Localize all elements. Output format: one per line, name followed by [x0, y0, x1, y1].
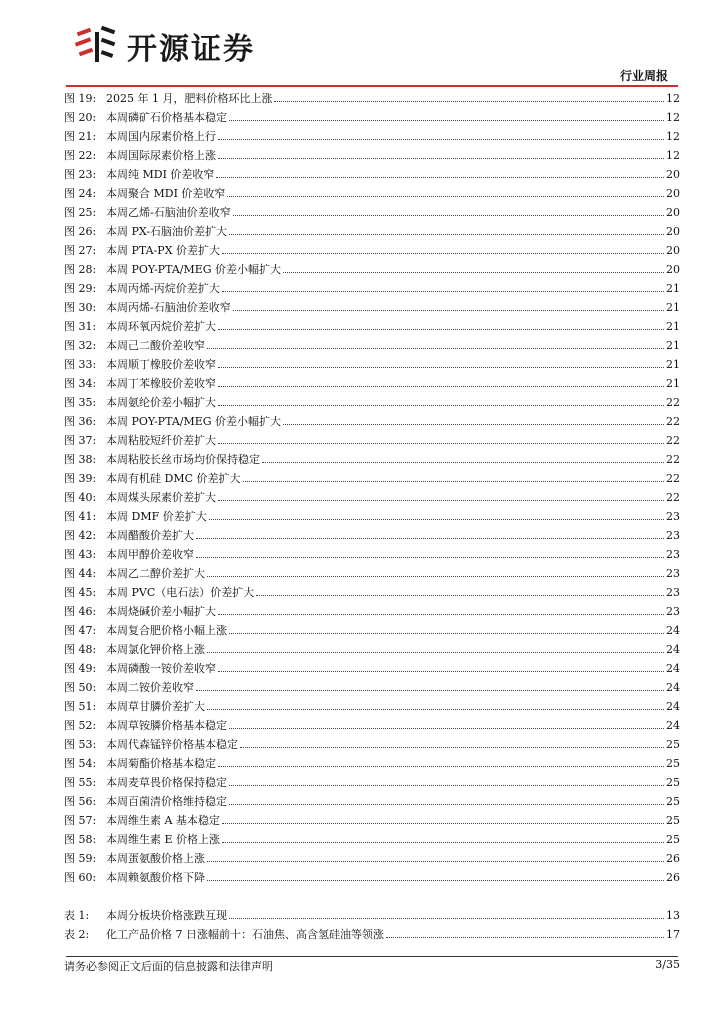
entry-number: 图 21: — [64, 130, 97, 143]
entry-number: 图 38: — [64, 453, 97, 466]
entry-number: 图 19: — [64, 92, 97, 105]
entry-number: 图 58: — [64, 833, 97, 846]
page-number: 3/35 — [655, 958, 680, 971]
entry-title: 本周聚合 MDI 价差收窄 — [106, 187, 226, 200]
dot-leader — [196, 556, 664, 558]
entry-title: 本周乙二醇价差扩大 — [106, 567, 205, 580]
entry-title: 本周 PTA-PX 价差扩大 — [106, 244, 221, 257]
toc-entry[interactable] — [64, 773, 680, 792]
toc-entry[interactable] — [64, 621, 680, 640]
dot-leader — [207, 860, 664, 862]
dot-leader — [229, 233, 664, 235]
dot-leader — [233, 309, 664, 311]
entry-title: 本周环氧丙烷价差扩大 — [106, 320, 216, 333]
entry-number: 表 1: — [64, 909, 90, 922]
toc-entry[interactable] — [64, 488, 680, 507]
dot-leader — [227, 195, 664, 197]
toc-entry[interactable] — [64, 811, 680, 830]
dot-leader — [218, 328, 664, 330]
toc-entry[interactable] — [64, 393, 680, 412]
dot-leader — [218, 404, 664, 406]
entry-title: 本周醋酸价差扩大 — [106, 529, 194, 542]
entry-page: 23 — [666, 586, 680, 599]
toc-entry[interactable] — [64, 659, 680, 678]
toc-entry[interactable] — [64, 298, 680, 317]
dot-leader — [229, 632, 664, 634]
dot-leader — [218, 385, 664, 387]
dot-leader — [216, 176, 664, 178]
entry-title: 本周顺丁橡胶价差收窄 — [106, 358, 216, 371]
entry-page: 17 — [666, 928, 680, 941]
dot-leader — [218, 613, 664, 615]
entry-page: 24 — [666, 700, 680, 713]
toc-entry[interactable] — [64, 545, 680, 564]
dot-leader — [207, 575, 664, 577]
dot-leader — [233, 214, 664, 216]
entry-number: 图 32: — [64, 339, 97, 352]
dot-leader — [229, 784, 664, 786]
toc-entry[interactable] — [64, 374, 680, 393]
entry-number: 图 24: — [64, 187, 97, 200]
toc-entry[interactable] — [64, 450, 680, 469]
toc-entry[interactable] — [64, 241, 680, 260]
entry-title: 本周乙烯-石脑油价差收窄 — [106, 206, 231, 219]
entry-number: 图 55: — [64, 776, 97, 789]
entry-title: 化工产品价格 7 日涨幅前十：石油焦、高含氢硅油等领涨 — [106, 928, 384, 941]
toc-entry[interactable] — [64, 716, 680, 735]
entry-number: 图 47: — [64, 624, 97, 637]
entry-title: 本周氨纶价差小幅扩大 — [106, 396, 216, 409]
entry-number: 图 56: — [64, 795, 97, 808]
entry-page: 26 — [666, 852, 680, 865]
dot-leader — [222, 290, 664, 292]
entry-page: 21 — [666, 282, 680, 295]
entry-title: 本周丙烯-石脑油价差收窄 — [106, 301, 231, 314]
entry-page: 13 — [666, 909, 680, 922]
toc-entry[interactable] — [64, 260, 680, 279]
toc-entry[interactable] — [64, 412, 680, 431]
toc-entry[interactable] — [64, 640, 680, 659]
toc-entry[interactable] — [64, 165, 680, 184]
figure-list — [64, 89, 680, 887]
toc-entry[interactable] — [64, 602, 680, 621]
toc-entry[interactable] — [64, 469, 680, 488]
entry-page: 24 — [666, 681, 680, 694]
entry-page: 24 — [666, 719, 680, 732]
entry-number: 图 36: — [64, 415, 97, 428]
entry-number: 图 44: — [64, 567, 97, 580]
entry-title: 本周维生素 E 价格上涨 — [106, 833, 221, 846]
dot-leader — [218, 442, 664, 444]
dot-leader — [274, 100, 664, 102]
dot-leader — [262, 461, 664, 463]
dot-leader — [207, 708, 664, 710]
entry-title: 本周烧碱价差小幅扩大 — [106, 605, 216, 618]
entry-page: 22 — [666, 491, 680, 504]
entry-title: 本周氯化钾价格上涨 — [106, 643, 205, 656]
entry-page: 21 — [666, 301, 680, 314]
header-divider — [66, 85, 678, 87]
entry-title: 本周丁苯橡胶价差收窄 — [106, 377, 216, 390]
entry-number: 图 45: — [64, 586, 97, 599]
entry-page: 22 — [666, 472, 680, 485]
document-type: 行业周报 — [619, 69, 668, 83]
entry-page: 23 — [666, 510, 680, 523]
toc-entry[interactable] — [64, 583, 680, 602]
dot-leader — [207, 651, 664, 653]
entry-number: 图 29: — [64, 282, 97, 295]
entry-page: 21 — [666, 320, 680, 333]
entry-title: 本周有机硅 DMC 价差扩大 — [106, 472, 241, 485]
entry-number: 图 57: — [64, 814, 97, 827]
entry-number: 图 20: — [64, 111, 97, 124]
entry-number: 图 40: — [64, 491, 97, 504]
entry-page: 24 — [666, 643, 680, 656]
dot-leader — [283, 271, 664, 273]
dot-leader — [207, 347, 664, 349]
entry-title: 本周国际尿素价格上涨 — [106, 149, 216, 162]
dot-leader — [283, 423, 664, 425]
toc-entry[interactable] — [64, 222, 680, 241]
entry-page: 25 — [666, 738, 680, 751]
entry-title: 本周磷矿石价格基本稳定 — [106, 111, 227, 124]
entry-page: 25 — [666, 795, 680, 808]
entry-number: 图 51: — [64, 700, 97, 713]
entry-page: 23 — [666, 605, 680, 618]
dot-leader — [240, 746, 664, 748]
toc-entry[interactable] — [64, 279, 680, 298]
entry-page: 20 — [666, 225, 680, 238]
entry-title: 本周粘胶短纤价差扩大 — [106, 434, 216, 447]
dot-leader — [229, 803, 664, 805]
dot-leader — [196, 537, 664, 539]
entry-title: 本周己二酸价差收窄 — [106, 339, 205, 352]
footer-disclaimer[interactable]: 请务必参阅正文后面的信息披露和法律声明 — [64, 960, 273, 973]
entry-page: 20 — [666, 206, 680, 219]
dot-leader — [229, 727, 664, 729]
dot-leader — [218, 670, 664, 672]
dot-leader — [243, 480, 665, 482]
entry-title: 本周百菌清价格维持稳定 — [106, 795, 227, 808]
entry-page: 24 — [666, 624, 680, 637]
toc-entry[interactable] — [64, 868, 680, 887]
entry-title: 本周麦草畏价格保持稳定 — [106, 776, 227, 789]
toc-entry[interactable] — [64, 127, 680, 146]
entry-number: 图 25: — [64, 206, 97, 219]
toc-entry[interactable] — [64, 146, 680, 165]
entry-page: 12 — [666, 92, 680, 105]
toc-entry[interactable] — [64, 792, 680, 811]
entry-number: 图 27: — [64, 244, 97, 257]
entry-page: 24 — [666, 662, 680, 675]
entry-number: 图 52: — [64, 719, 97, 732]
entry-page: 23 — [666, 529, 680, 542]
toc-entry[interactable] — [64, 564, 680, 583]
toc-entry[interactable] — [64, 697, 680, 716]
entry-title: 本周赖氨酸价格下降 — [106, 871, 205, 884]
entry-page: 21 — [666, 339, 680, 352]
entry-title: 本周煤头尿素价差扩大 — [106, 491, 216, 504]
entry-title: 本周甲醇价差收窄 — [106, 548, 194, 561]
entry-title: 本周二铵价差收窄 — [106, 681, 194, 694]
dot-leader — [222, 841, 664, 843]
entry-page: 25 — [666, 757, 680, 770]
entry-title: 本周复合肥价格小幅上涨 — [106, 624, 227, 637]
entry-title: 本周草甘膦价差扩大 — [106, 700, 205, 713]
kaiyuan-logo-icon — [73, 24, 117, 68]
entry-title: 本周 PX-石脑油价差扩大 — [106, 225, 228, 238]
entry-number: 图 41: — [64, 510, 97, 523]
toc-entry[interactable] — [64, 317, 680, 336]
entry-title: 本周菊酯价格基本稳定 — [106, 757, 216, 770]
entry-page: 21 — [666, 358, 680, 371]
toc-entry[interactable] — [64, 925, 680, 944]
dot-leader — [218, 138, 664, 140]
entry-page: 12 — [666, 149, 680, 162]
entry-title: 本周蛋氨酸价格上涨 — [106, 852, 205, 865]
dot-leader — [207, 879, 664, 881]
entry-number: 图 60: — [64, 871, 97, 884]
entry-number: 图 26: — [64, 225, 97, 238]
entry-page: 21 — [666, 377, 680, 390]
entry-page: 20 — [666, 168, 680, 181]
entry-title: 本周粘胶长丝市场均价保持稳定 — [106, 453, 260, 466]
entry-title: 本周代森锰锌价格基本稳定 — [106, 738, 238, 751]
entry-title: 本周 PVC（电石法）价差扩大 — [106, 586, 255, 599]
entry-page: 22 — [666, 434, 680, 447]
toc-entry[interactable] — [64, 336, 680, 355]
entry-page: 20 — [666, 244, 680, 257]
toc-entry[interactable] — [64, 526, 680, 545]
entry-page: 23 — [666, 567, 680, 580]
dot-leader — [386, 936, 664, 938]
entry-page: 22 — [666, 396, 680, 409]
entry-number: 表 2: — [64, 928, 90, 941]
entry-number: 图 22: — [64, 149, 97, 162]
entry-page: 25 — [666, 776, 680, 789]
brand-name: 开源证券 — [127, 32, 255, 67]
dot-leader — [209, 518, 664, 520]
entry-title: 本周分板块价格涨跌互现 — [106, 909, 227, 922]
entry-page: 25 — [666, 814, 680, 827]
toc-entry[interactable] — [64, 849, 680, 868]
toc-entry[interactable] — [64, 355, 680, 374]
toc-entry[interactable] — [64, 830, 680, 849]
entry-number: 图 48: — [64, 643, 97, 656]
entry-number: 图 49: — [64, 662, 97, 675]
entry-page: 22 — [666, 415, 680, 428]
entry-number: 图 35: — [64, 396, 97, 409]
entry-page: 20 — [666, 187, 680, 200]
entry-number: 图 39: — [64, 472, 97, 485]
entry-number: 图 54: — [64, 757, 97, 770]
dot-leader — [218, 366, 664, 368]
entry-title: 本周丙烯-丙烷价差扩大 — [106, 282, 220, 295]
entry-title: 本周 POY-PTA/MEG 价差小幅扩大 — [106, 415, 282, 428]
entry-title: 本周 DMF 价差扩大 — [106, 510, 207, 523]
brand-logo — [73, 22, 303, 70]
entry-number: 图 50: — [64, 681, 97, 694]
entry-page: 26 — [666, 871, 680, 884]
entry-title: 本周纯 MDI 价差收窄 — [106, 168, 215, 181]
footer-divider — [66, 956, 678, 957]
toc-entry[interactable] — [64, 678, 680, 697]
entry-number: 图 42: — [64, 529, 97, 542]
entry-title: 本周 POY-PTA/MEG 价差小幅扩大 — [106, 263, 282, 276]
dot-leader — [218, 157, 664, 159]
dot-leader — [229, 917, 664, 919]
toc-entry[interactable] — [64, 184, 680, 203]
entry-page: 12 — [666, 130, 680, 143]
entry-number: 图 28: — [64, 263, 97, 276]
dot-leader — [218, 765, 664, 767]
entry-title: 本周草铵膦价格基本稳定 — [106, 719, 227, 732]
entry-number: 图 31: — [64, 320, 97, 333]
toc-entry[interactable] — [64, 203, 680, 222]
entry-title: 本周磷酸一铵价差收窄 — [106, 662, 216, 675]
entry-number: 图 37: — [64, 434, 97, 447]
entry-number: 图 53: — [64, 738, 97, 751]
toc-entry[interactable] — [64, 108, 680, 127]
entry-number: 图 34: — [64, 377, 97, 390]
entry-number: 图 59: — [64, 852, 97, 865]
dot-leader — [218, 499, 664, 501]
toc-entry[interactable] — [64, 754, 680, 773]
entry-page: 25 — [666, 833, 680, 846]
toc-entry[interactable] — [64, 735, 680, 754]
dot-leader — [256, 594, 664, 596]
entry-title: 本周国内尿素价格上行 — [106, 130, 216, 143]
entry-title: 本周维生素 A 基本稳定 — [106, 814, 220, 827]
dot-leader — [229, 119, 664, 121]
toc-entry[interactable] — [64, 507, 680, 526]
entry-number: 图 23: — [64, 168, 97, 181]
dot-leader — [222, 822, 664, 824]
entry-page: 23 — [666, 548, 680, 561]
toc-entry[interactable] — [64, 89, 680, 108]
entry-page: 12 — [666, 111, 680, 124]
table-list — [64, 906, 680, 944]
entry-page: 22 — [666, 453, 680, 466]
toc-entry[interactable] — [64, 431, 680, 450]
dot-leader — [222, 252, 664, 254]
entry-number: 图 43: — [64, 548, 97, 561]
entry-number: 图 30: — [64, 301, 97, 314]
entry-title: 2025 年 1 月，肥料价格环比上涨 — [106, 92, 273, 105]
entry-page: 20 — [666, 263, 680, 276]
dot-leader — [196, 689, 664, 691]
toc-entry[interactable] — [64, 906, 680, 925]
entry-number: 图 46: — [64, 605, 97, 618]
entry-number: 图 33: — [64, 358, 97, 371]
